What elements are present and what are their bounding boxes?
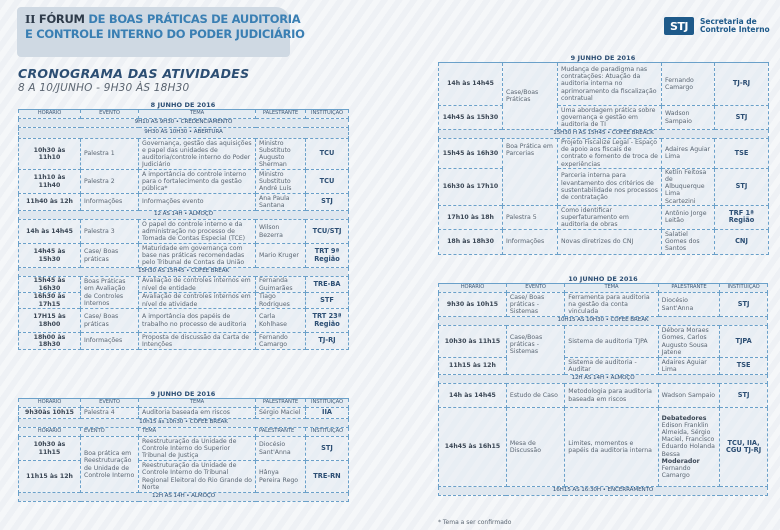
- theme-cell: Avaliação de controles internos em nível de atividade: [139, 293, 256, 309]
- band-coffee: 10H15 ÀS 10H30 • COFEE BREAK: [439, 317, 768, 326]
- time-cell: 14h45 às 16h15: [439, 408, 507, 487]
- event-cell: Case/Boas Práticas: [503, 63, 558, 130]
- logo-line-1: Secretaria de: [700, 16, 757, 26]
- event-cell: Palestra 3: [81, 220, 139, 244]
- speaker-cell: Ketlin Feitosa de Albuquerque Lima Scartezini: [662, 168, 715, 205]
- header-horario: HORÁRIO: [19, 110, 81, 119]
- theme-cell: Parceria interna para levantamento dos critérios de sustentabilidade nos processos de contratação: [558, 168, 662, 205]
- table-row: [439, 293, 768, 317]
- time-cell: 9h30às 10h15: [19, 408, 81, 419]
- table-row: [19, 461, 349, 493]
- table-row: [439, 168, 769, 205]
- institution-cell: STJ: [306, 194, 349, 211]
- theme-cell: Informações evento: [139, 194, 256, 211]
- banner-line-1: [25, 12, 301, 27]
- event-cell: Boas Práticas em Avaliação de Controles Internos: [81, 277, 139, 309]
- event-cell: Case/ Boas práticas: [81, 244, 139, 268]
- stj-logo-mark: STJ: [664, 17, 694, 35]
- time-cell: 14h às 14h45: [439, 384, 507, 408]
- table-row: [19, 309, 349, 333]
- table-row: [19, 139, 349, 170]
- time-cell: 17H15 às 18h00: [19, 309, 81, 333]
- event-cell: Informações: [503, 229, 558, 254]
- institution-cell: TRT 23ª Região: [306, 309, 349, 333]
- institution-cell: STJ: [715, 106, 769, 130]
- header-evento: EVENTO: [81, 110, 139, 119]
- institution-cell: STF: [306, 293, 349, 309]
- institution-cell: TJ-RJ: [306, 333, 349, 350]
- header-instituicao: INSTITUIÇÃO: [306, 399, 349, 408]
- table-row: [439, 106, 769, 130]
- speaker-cell: Diocésio Sant'Anna: [256, 437, 306, 461]
- time-cell: 9h30 às 10h15: [439, 293, 507, 317]
- institution-cell: STJ: [715, 168, 769, 205]
- moderador-name: Fernando Camargo: [661, 465, 691, 480]
- header-horario: HORÁRIO: [439, 284, 507, 293]
- time-cell: 14h às 14h45: [439, 63, 503, 106]
- institution-cell: STJ: [306, 437, 349, 461]
- event-cell: Informações: [81, 194, 139, 211]
- time-cell: 10h30 às 11h10: [19, 139, 81, 170]
- institution-cell: TSE: [715, 139, 769, 169]
- header-tema: TEMA: [139, 428, 256, 437]
- theme-cell: Projeto Fiscalize Legal - Espaço de apoio aos fiscais de contrato e fomento de troca de experiências: [558, 139, 662, 169]
- header-tema: TEMA: [139, 399, 256, 408]
- time-cell: 11h40 às 12h: [19, 194, 81, 211]
- institution-cell: TRF 1ª Região: [715, 205, 769, 229]
- time-cell: 16h30 às 17h10: [439, 168, 503, 205]
- table-row: [439, 326, 768, 358]
- table-row: [439, 408, 768, 487]
- band-coffee: 15H30 ÀS 15H45 • COFEE BREAK: [19, 268, 349, 277]
- time-cell: 17h10 às 18h: [439, 205, 503, 229]
- band-almoco: 12H ÀS 14H • ALMOÇO: [19, 493, 349, 502]
- event-cell: Palestra 2: [81, 170, 139, 194]
- schedule-title: CRONOGRAMA DAS ATIVIDADES: [18, 66, 250, 81]
- speaker-cell: Antônio Jorge Leitão: [662, 205, 715, 229]
- day8-title: 8 JUNHO DE 2016: [150, 101, 216, 109]
- theme-cell: Reestruturação da Unidade de Controle Interno do Tribunal Regional Eleitoral do Rio Grande do Norte: [139, 461, 256, 493]
- event-cell: Mesa de Discussão: [506, 408, 564, 487]
- table-row: [439, 205, 769, 229]
- day9-afternoon-schedule-table: [438, 62, 769, 255]
- table-row: [19, 170, 349, 194]
- speaker-cell: Diocésio Sant'Anna: [658, 293, 720, 317]
- day8-schedule-table: [18, 109, 349, 350]
- speaker-cell: [658, 408, 720, 487]
- speaker-cell: Ministro Substituto André Luís: [256, 170, 306, 194]
- table-row: [439, 384, 768, 408]
- theme-cell: Proposta de discussão da Carta de Intenções: [139, 333, 256, 350]
- speaker-cell: Tiago Rodrigues: [256, 293, 306, 309]
- theme-cell: Novas diretrizes do CNJ: [558, 229, 662, 254]
- header-horario: HORÁRIO: [19, 428, 81, 437]
- day10-schedule-table: [438, 283, 768, 496]
- time-cell: 11h15 às 12h: [439, 358, 507, 375]
- theme-cell: Ferramenta para auditoria na gestão da conta vinculada: [565, 293, 658, 317]
- time-cell: 15h45 às 16h30: [439, 139, 503, 169]
- event-cell: Estudo de Caso: [506, 384, 564, 408]
- day10-title: 10 JUNHO DE 2016: [568, 275, 638, 283]
- time-cell: 18h00 às 18h30: [19, 333, 81, 350]
- header-instituicao: INSTITUIÇÃO: [306, 428, 349, 437]
- schedule-heading: [18, 66, 249, 94]
- event-cell: Case/ Boas práticas - Sistemas: [506, 293, 564, 317]
- header-palestrante: PALESTRANTE: [256, 399, 306, 408]
- header-tema: TEMA: [139, 110, 256, 119]
- theme-cell: A importância do controle interno para o fortalecimento da gestão pública*: [139, 170, 256, 194]
- table-header-row: [19, 110, 349, 119]
- table-row: [19, 277, 349, 293]
- institution-cell: TCU: [306, 170, 349, 194]
- speaker-cell: Adaires Aguiar Lima: [662, 139, 715, 169]
- day9-morning-title: 9 JUNHO DE 2016: [150, 390, 216, 398]
- banner-roman: II: [25, 12, 36, 26]
- speaker-cell: Hânya Pereira Rego: [256, 461, 306, 493]
- day9-afternoon-title: 9 JUNHO DE 2016: [570, 54, 636, 62]
- institution-cell: TCU, IIA, CGU TJ-RJ: [720, 408, 768, 487]
- band-almoco: 12 ÀS 14H • ALMOÇO: [19, 211, 349, 220]
- theme-cell: Sistema de auditoria TJPA: [565, 326, 658, 358]
- institution-cell: IIA: [306, 408, 349, 419]
- speaker-cell: Sérgio Maciel: [256, 408, 306, 419]
- theme-cell: Auditoria baseada em riscos: [139, 408, 256, 419]
- header-horario: HORÁRIO: [19, 399, 81, 408]
- banner-forum: FÓRUM: [38, 12, 85, 26]
- time-cell: 14h45 às 15h30: [19, 244, 81, 268]
- theme-cell: Avaliação de controles internos em nível de entidade: [139, 277, 256, 293]
- header-palestrante: PALESTRANTE: [256, 428, 306, 437]
- speaker-cell: Wadson Sampaio: [662, 106, 715, 130]
- header-instituicao: INSTITUIÇÃO: [306, 110, 349, 119]
- institution-cell: TRT 9ª Região: [306, 244, 349, 268]
- institution-cell: TRE-RN: [306, 461, 349, 493]
- institution-cell: TJPA: [720, 326, 768, 358]
- theme-cell: Limites, momentos e papéis da auditoria interna: [565, 408, 658, 487]
- theme-cell: Maturidade em governança com base nas práticas recomendadas pelo Tribunal de Contas da União: [139, 244, 256, 268]
- banner-line-2: E CONTROLE INTERNO DO PODER JUDICIÁRIO: [25, 27, 305, 41]
- table-row: [439, 139, 769, 169]
- theme-cell: Como identificar superfaturamento em auditoria de obras: [558, 205, 662, 229]
- moderador-label: Moderador: [661, 457, 700, 465]
- speaker-cell: Fernando Camargo: [256, 333, 306, 350]
- speaker-cell: Ana Paula Santana: [256, 194, 306, 211]
- stj-logo: [664, 17, 770, 35]
- theme-cell: O papel do controle interno e da administração no processo de Tomada de Contas Especial (TCE): [139, 220, 256, 244]
- event-cell: Boa prática em Reestruturação de Unidade de Controle Interno: [81, 437, 139, 493]
- table-row: [439, 358, 768, 375]
- institution-cell: STJ: [720, 293, 768, 317]
- speaker-cell: Wilson Bezerra: [256, 220, 306, 244]
- schedule-dates: 8 A 10/JUNHO - 9H30 ÀS 18H30: [18, 82, 190, 94]
- band-coffee: 10h15 às 10h30 • COFEE BREAK: [19, 419, 349, 428]
- event-cell: Case/ Boas práticas: [81, 309, 139, 333]
- header-instituicao: INSTITUIÇÃO: [720, 284, 768, 293]
- debatedores-label: Debatedores: [661, 414, 707, 422]
- band-almoco: 12H ÀS 14H • ALMOÇO: [439, 375, 768, 384]
- band-coffee: 15H30 H ÀS 15H45 • COFEE BREACK: [439, 130, 769, 139]
- theme-cell: Mudança de paradigma nas contratações: Atuação da auditoria interna no aprimoramento da fiscalização contratual: [558, 63, 662, 106]
- speaker-cell: Ministro Substituto Augusto Sherman: [256, 139, 306, 170]
- table-row: [439, 63, 769, 106]
- speaker-cell: Mario Kruger: [256, 244, 306, 268]
- table-row: [19, 220, 349, 244]
- theme-cell: Reestruturação da Unidade de Controle Interno do Superior Tribunal de Justiça: [139, 437, 256, 461]
- band-encerramento: 16H15 ÀS 16:30H • ENCERRAMENTO: [439, 487, 768, 496]
- banner-line1-rest: DE BOAS PRÁTICAS DE AUDITORIA: [88, 12, 301, 26]
- time-cell: 11h10 às 11h40: [19, 170, 81, 194]
- table-row: [19, 244, 349, 268]
- theme-cell: Uma abordagem prática sobre governança e gestão em auditoria de TI: [558, 106, 662, 130]
- theme-cell: Sistema de auditoria - Auditar: [565, 358, 658, 375]
- speaker-cell: Fernanda Guimarães: [256, 277, 306, 293]
- table-row: [19, 408, 349, 419]
- institution-cell: TCU/STJ: [306, 220, 349, 244]
- header-palestrante: PALESTRANTE: [658, 284, 720, 293]
- table-row: [19, 437, 349, 461]
- event-cell: Boa Prática em Parcerias: [503, 139, 558, 206]
- speaker-cell: Wadson Sampaio: [658, 384, 720, 408]
- speaker-cell: Adaires Aguiar Lima: [658, 358, 720, 375]
- header-tema: TEMA: [565, 284, 658, 293]
- institution-cell: STJ: [720, 384, 768, 408]
- institution-cell: TSE: [720, 358, 768, 375]
- event-cell: Case/Boas práticas - Sistemas: [506, 326, 564, 375]
- header-evento: EVENTO: [506, 284, 564, 293]
- institution-cell: TJ-RJ: [715, 63, 769, 106]
- time-cell: 16h30 às 17h15: [19, 293, 81, 309]
- institution-cell: TCU: [306, 139, 349, 170]
- event-cell: Palestra 1: [81, 139, 139, 170]
- theme-cell: A importância dos papéis de trabalho no processo de auditoria: [139, 309, 256, 333]
- time-cell: 10h30 às 11h15: [439, 326, 507, 358]
- table-header-row: [19, 428, 349, 437]
- event-cell: Palestra 4: [81, 408, 139, 419]
- table-row: [439, 229, 769, 254]
- speaker-cell: Débora Moraes Gomes, Carlos Augusto Sousa Jatene: [658, 326, 720, 358]
- theme-cell: Governança, gestão das aquisições e papel das unidades de auditoria/controle interno do Poder Judiciário: [139, 139, 256, 170]
- time-cell: 15h45 às 16h30: [19, 277, 81, 293]
- speaker-cell: Fernando Camargo: [662, 63, 715, 106]
- debatedores-names: Edison Franklin Almeida, Sérgio Maciel, Francisco Eduardo Holanda Bessa: [661, 421, 715, 458]
- forum-banner: [17, 7, 305, 57]
- speaker-cell: Carla Kohlhase: [256, 309, 306, 333]
- stj-logo-text: [700, 18, 770, 35]
- event-cell: Palestra 5: [503, 205, 558, 229]
- institution-cell: CNJ: [715, 229, 769, 254]
- table-header-row: [439, 284, 768, 293]
- time-cell: 14h45 às 15h30: [439, 106, 503, 130]
- time-cell: 14h às 14h45: [19, 220, 81, 244]
- time-cell: 10h30 às 11h15: [19, 437, 81, 461]
- institution-cell: TRE-BA: [306, 277, 349, 293]
- header-evento: EVENTO: [81, 399, 139, 408]
- header-evento: EVENTO: [81, 428, 139, 437]
- theme-cell: Metodologia para auditoria baseada em riscos: [565, 384, 658, 408]
- footnote: * Tema a ser confirmado: [438, 519, 512, 526]
- day9-morning-schedule-table: [18, 398, 349, 502]
- speaker-cell: Salatiel Gomes dos Santos: [662, 229, 715, 254]
- header-palestrante: PALESTRANTE: [256, 110, 306, 119]
- time-cell: 18h às 18h30: [439, 229, 503, 254]
- band-abertura: 9H30 ÀS 10H30 • ABERTURA: [19, 128, 349, 139]
- logo-line-2: Controle Interno: [700, 25, 770, 34]
- band-credenciamento: 9H10 ÀS 9H30 • CREDENCIAMENTO: [19, 119, 349, 128]
- time-cell: 11h15 às 12h: [19, 461, 81, 493]
- table-header-row: [19, 399, 349, 408]
- table-row: [19, 333, 349, 350]
- event-cell: Informações: [81, 333, 139, 350]
- table-row: [19, 194, 349, 211]
- table-row: [19, 293, 349, 309]
